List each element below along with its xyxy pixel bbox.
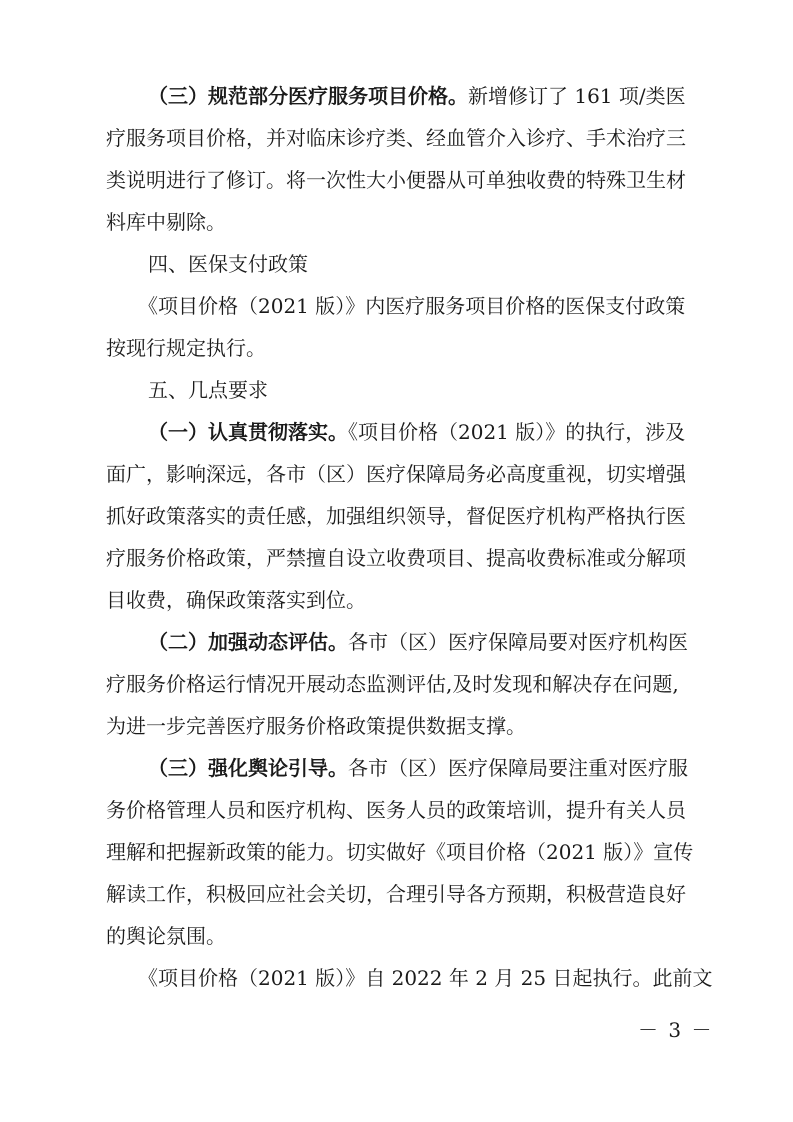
req3-label: （三）强化舆论引导。 — [148, 756, 348, 780]
req2-label: （二）加强动态评估。 — [148, 630, 348, 654]
section3-line1 — [148, 82, 686, 110]
req3-line3: 理解和把握新政策的能力。切实做好《项目价格（2021 版）》宣传 — [106, 840, 694, 864]
req3-line1 — [148, 754, 688, 782]
heading-5: 五、几点要求 — [148, 378, 268, 402]
req3-text1: 各市（区）医疗保障局要注重对医疗服 — [348, 756, 688, 780]
req3-line4: 解读工作，积极回应社会关切，合理引导各方预期，积极营造良好 — [106, 882, 686, 906]
req1-label: （一）认真贯彻落实。 — [148, 420, 348, 444]
req2-line3: 为进一步完善医疗服务价格政策提供数据支撑。 — [106, 714, 526, 738]
closing-line1: 《项目价格（2021 版）》自 2022 年 2 月 25 日起执行。此前文 — [138, 966, 713, 990]
section3-line4: 料库中剔除。 — [106, 210, 226, 234]
section3-label: （三）规范部分医疗服务项目价格。 — [148, 84, 468, 108]
section3-text1: 新增修订了 161 项/类医 — [468, 84, 686, 108]
para4-line2: 按现行规定执行。 — [106, 336, 266, 360]
para4-line1: 《项目价格（2021 版）》内医疗服务项目价格的医保支付政策 — [138, 294, 686, 318]
req2-text1: 各市（区）医疗保障局要对医疗机构医 — [348, 630, 688, 654]
req1-text1: 《项目价格（2021 版）》的执行，涉及 — [348, 420, 686, 444]
req1-line2: 面广，影响深远，各市（区）医疗保障局务必高度重视，切实增强 — [106, 462, 686, 486]
req2-line2: 疗服务价格运行情况开展动态监测评估,及时发现和解决存在问题, — [106, 672, 679, 696]
req3-line5: 的舆论氛围。 — [106, 924, 226, 948]
section3-line3: 类说明进行了修订。将一次性大小便器从可单独收费的特殊卫生材 — [106, 168, 686, 192]
page-number: － 3 － — [638, 1018, 714, 1042]
req1-line4: 疗服务价格政策，严禁擅自设立收费项目、提高收费标准或分解项 — [106, 546, 686, 570]
section3-line2: 疗服务项目价格，并对临床诊疗类、经血管介入诊疗、手术治疗三 — [106, 126, 686, 150]
heading-4: 四、医保支付政策 — [148, 252, 308, 276]
req1-line1 — [148, 418, 685, 446]
req3-line2: 务价格管理人员和医疗机构、医务人员的政策培训，提升有关人员 — [106, 798, 686, 822]
req1-line5: 目收费，确保政策落实到位。 — [106, 588, 366, 612]
req1-line3: 抓好政策落实的责任感，加强组织领导，督促医疗机构严格执行医 — [106, 504, 686, 528]
req2-line1 — [148, 628, 688, 656]
